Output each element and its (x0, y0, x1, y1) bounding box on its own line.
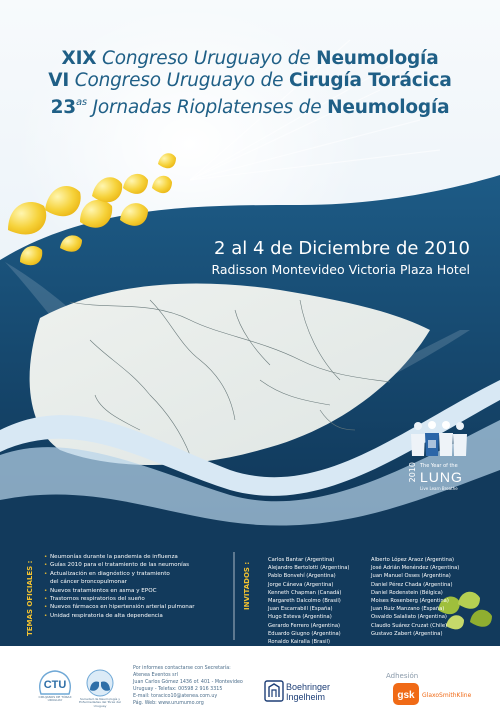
title-3-number: 23 (50, 97, 76, 118)
invitado: Juan Ruiz Manzano (España) (371, 606, 445, 613)
society-caption: Sociedad de Neumología y Enfermedades del Tórax del Uruguay (79, 697, 121, 708)
invitado: Juan Manuel Osses (Argentina) (371, 573, 451, 580)
boehringer-line-2: Ingelheim (286, 692, 326, 702)
title-2-roman: VI (48, 70, 70, 91)
boehringer-logo (264, 680, 364, 704)
invitado: Alejandro Bertolotti (Argentina) (268, 565, 350, 572)
title-3-sup: as (75, 97, 87, 108)
invitados-col-2 (371, 556, 459, 638)
invitados-col-1 (268, 556, 349, 646)
title-1-roman: XIX (61, 48, 97, 69)
contact-line: Juan Carlos Gómez 1436 of. 401 - Montevideo (133, 680, 243, 685)
title-1-middle: Congreso Uruguayo de (102, 48, 311, 69)
boehringer-emblem-icon (264, 680, 284, 702)
contact-web[interactable]: Pág. Web: www.urumumo.org (133, 701, 204, 706)
ctu-caption: CIRUJANOS DE TÓRAX URUGUAY (38, 695, 72, 703)
contact-info (133, 665, 263, 707)
invitados-heading-text: INVITADOS : (243, 561, 251, 610)
tema-item: • Nuevos fármacos en hipertensión arterial pulmonar (44, 603, 244, 611)
congress-titles (0, 48, 500, 119)
temas-heading-text: TEMAS OFICIALES : (26, 560, 34, 636)
invitado: Moises Rosenberg (Argentina) (371, 598, 449, 605)
boehringer-name (286, 682, 330, 702)
title-line-1 (0, 48, 500, 70)
title-3-topic: Neumología (327, 97, 450, 118)
lung-tagline: Live Learn Breathe (420, 486, 458, 491)
tema-item: • Neumonías durante la pandemia de influenza (44, 553, 244, 561)
title-3-middle: Jornadas Rioplatenses de (92, 97, 322, 118)
invitado: Gerardo Ferrero (Argentina) (268, 622, 341, 629)
invitado: Juan Escarrabill (España) (268, 606, 333, 613)
tema-item: • Trastornos respiratorios del sueño (44, 595, 244, 603)
invitado: Kenneth Chapman (Canadá) (268, 589, 342, 596)
invitado: Eduardo Giugno (Argentina) (268, 630, 341, 637)
temas-list (44, 553, 244, 620)
ctu-logo (35, 668, 75, 716)
title-2-topic: Cirugía Torácica (288, 70, 452, 91)
invitado: Daniel Rodenstein (Bélgica) (371, 589, 443, 596)
people-icon (408, 418, 470, 460)
invitado: Jorge Cáneva (Argentina) (268, 581, 334, 588)
invitado: Osvaldo Salaliato (Argentina) (371, 614, 447, 621)
invitado: Ronaldo Kairalla (Brasil) (268, 639, 331, 646)
contact-line: Por informes contactarse con Secretaría: (133, 666, 231, 671)
lung-year: 2010 (408, 462, 417, 483)
tema-item-continuation: del cáncer broncopulmonar (50, 579, 127, 586)
year-of-lung-logo (408, 418, 470, 498)
contact-line: Atenea Eventos srl (133, 673, 178, 678)
invitado: Daniel Pérez Chada (Argentina) (371, 581, 453, 588)
lung-title-prefix: The Year of the (420, 463, 458, 469)
gsk-logo (392, 682, 474, 706)
gsk-mark: gsk (397, 690, 415, 701)
ctu-letters: CTU (43, 679, 67, 691)
invitado: Gustavo Zabert (Argentina) (371, 630, 443, 637)
lungs-emblem-icon (82, 668, 118, 698)
event-date: 2 al 4 de Diciembre de 2010 (214, 238, 470, 259)
invitados-heading (243, 552, 257, 610)
gsk-name: GlaxoSmithKline (422, 692, 472, 699)
tema-item: • Guías 2010 para el tratamiento de las neumonías (44, 561, 244, 569)
title-line-3 (0, 92, 500, 119)
society-logo (79, 668, 121, 716)
title-2-middle: Congreso Uruguayo de (74, 70, 284, 91)
contact-email[interactable]: E-mail: toracico10@atenea.com.uy (133, 694, 218, 699)
invitado: Margareth Dalcolmo (Brasil) (268, 598, 341, 605)
tema-item: • Actualización en diagnóstico y tratamiento (44, 570, 244, 578)
tema-item: • Nuevos tratamientos en asma y EPOC (44, 587, 244, 595)
event-info (211, 238, 470, 277)
invitado: Carlos Bantar (Argentina) (268, 557, 335, 563)
temas-heading (26, 552, 40, 636)
tema-item: • Unidad respiratoria de alta dependencia (44, 612, 244, 620)
adhesion-label: Adhesión (386, 672, 419, 680)
contact-line: Uruguay - Telefax: 00598 2 916 3315 (133, 687, 223, 692)
title-1-topic: Neumología (316, 48, 439, 69)
invitado: Alberto López Araoz (Argentina) (371, 557, 455, 563)
invitado: Pablo Bonvehí (Argentina) (268, 573, 336, 580)
invitado: Hugo Esteva (Argentina) (268, 614, 332, 621)
invitado: Claudio Suárez Cruzat (Chile) (371, 622, 448, 629)
invitado: José Adrián Menéndez (Argentina) (371, 565, 460, 572)
gsk-emblem-icon (392, 682, 420, 706)
ctu-emblem-icon (35, 668, 75, 696)
boehringer-line-1: Boehringer (286, 682, 331, 692)
lung-title: LUNG (420, 469, 463, 485)
footer (0, 646, 500, 727)
event-venue: Radisson Montevideo Victoria Plaza Hotel (211, 262, 470, 277)
title-line-2 (0, 70, 500, 92)
